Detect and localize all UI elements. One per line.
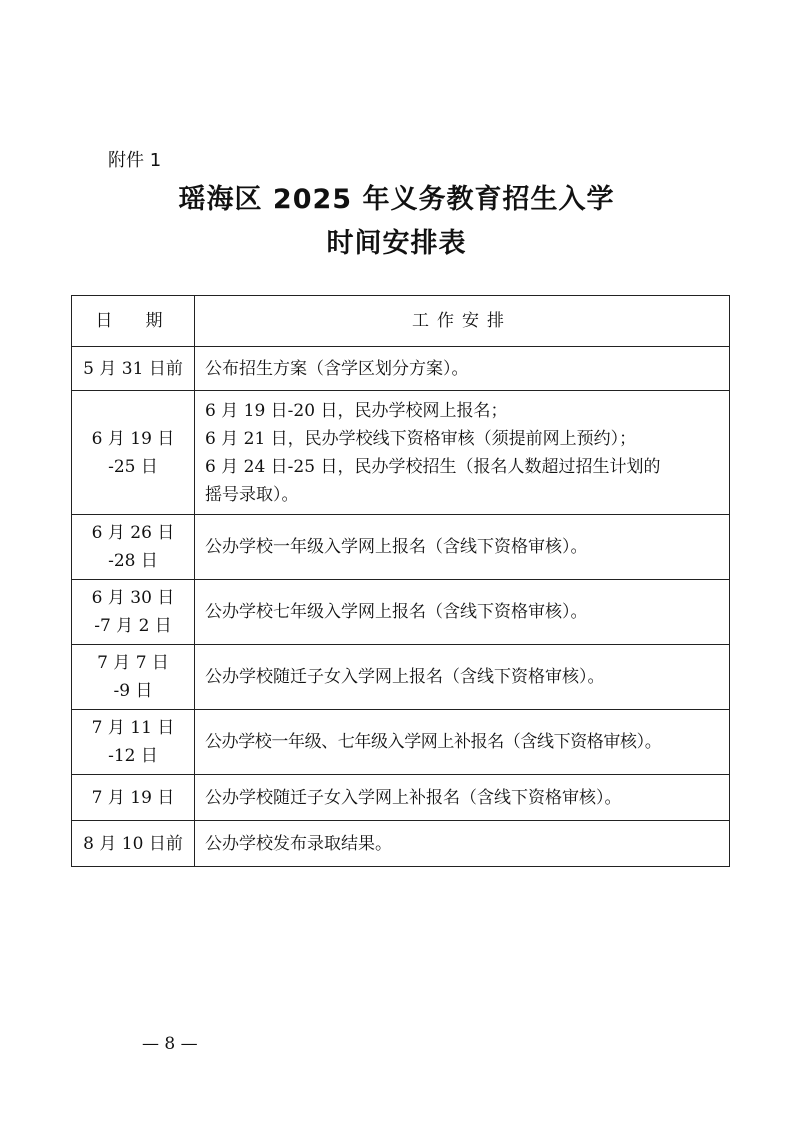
table-row <box>72 580 730 645</box>
date-cell <box>72 710 195 775</box>
work-text: 6 月 19 日-20 日，民办学校网上报名； <box>205 400 508 421</box>
work-text: 摇号录取）。 <box>205 484 299 505</box>
schedule-table <box>71 295 730 867</box>
date-text: 7 月 19 日 <box>91 787 175 808</box>
work-text: 公办学校随迁子女入学网上补报名（含线下资格审核）。 <box>205 787 622 808</box>
table-header-row <box>72 296 730 347</box>
work-text: 6 月 24 日-25 日，民办学校招生（报名人数超过招生计划的 <box>205 456 661 477</box>
work-text: 公办学校七年级入学网上报名（含线下资格审核）。 <box>205 602 588 622</box>
work-cell <box>195 775 730 821</box>
table-row <box>72 391 730 515</box>
table-row <box>72 775 730 821</box>
date-text: 6 月 19 日 <box>91 428 175 449</box>
date-cell <box>72 645 195 710</box>
date-column-header: 日 期 <box>72 296 195 347</box>
date-cell <box>72 347 195 391</box>
date-cell <box>72 775 195 821</box>
date-text: 8 月 10 日前 <box>83 833 183 854</box>
date-cell <box>72 821 195 867</box>
table-row <box>72 710 730 775</box>
date-cell <box>72 391 195 515</box>
document-title-line-2: 时间安排表 <box>326 228 467 259</box>
work-text: 公布招生方案（含学区划分方案）。 <box>205 358 469 379</box>
work-cell <box>195 645 730 710</box>
page-number: — 8 — <box>142 1034 198 1054</box>
table-row <box>72 347 730 391</box>
date-text: 5 月 31 日前 <box>83 358 183 379</box>
date-text: 6 月 26 日 <box>91 523 175 543</box>
date-text: -7 月 2 日 <box>94 616 172 636</box>
date-text: -28 日 <box>108 551 158 571</box>
date-text: 7 月 11 日 <box>91 718 175 738</box>
table-row <box>72 821 730 867</box>
date-cell <box>72 580 195 645</box>
work-text: 公办学校一年级入学网上报名（含线下资格审核）。 <box>205 537 588 557</box>
date-text: -9 日 <box>113 681 153 701</box>
work-cell <box>195 391 730 515</box>
date-text: -25 日 <box>108 456 158 477</box>
work-cell <box>195 710 730 775</box>
work-text: 公办学校发布录取结果。 <box>205 833 392 854</box>
work-text: 6 月 21 日，民办学校线下资格审核（须提前网上预约）； <box>205 428 637 449</box>
table-row <box>72 645 730 710</box>
work-text: 公办学校随迁子女入学网上报名（含线下资格审核）。 <box>205 667 605 687</box>
work-cell <box>195 580 730 645</box>
date-text: 6 月 30 日 <box>91 588 175 608</box>
work-cell <box>195 515 730 580</box>
work-text: 公办学校一年级、七年级入学网上补报名（含线下资格审核）。 <box>205 732 662 752</box>
date-text: -12 日 <box>108 746 158 766</box>
work-cell <box>195 347 730 391</box>
document-title-line-1: 瑶海区 2025 年义务教育招生入学 <box>178 184 615 215</box>
date-text: 7 月 7 日 <box>97 653 169 673</box>
work-cell <box>195 821 730 867</box>
attachment-label: 附件 1 <box>108 150 162 171</box>
table-row <box>72 515 730 580</box>
work-column-header: 工作安排 <box>195 296 730 347</box>
date-cell <box>72 515 195 580</box>
